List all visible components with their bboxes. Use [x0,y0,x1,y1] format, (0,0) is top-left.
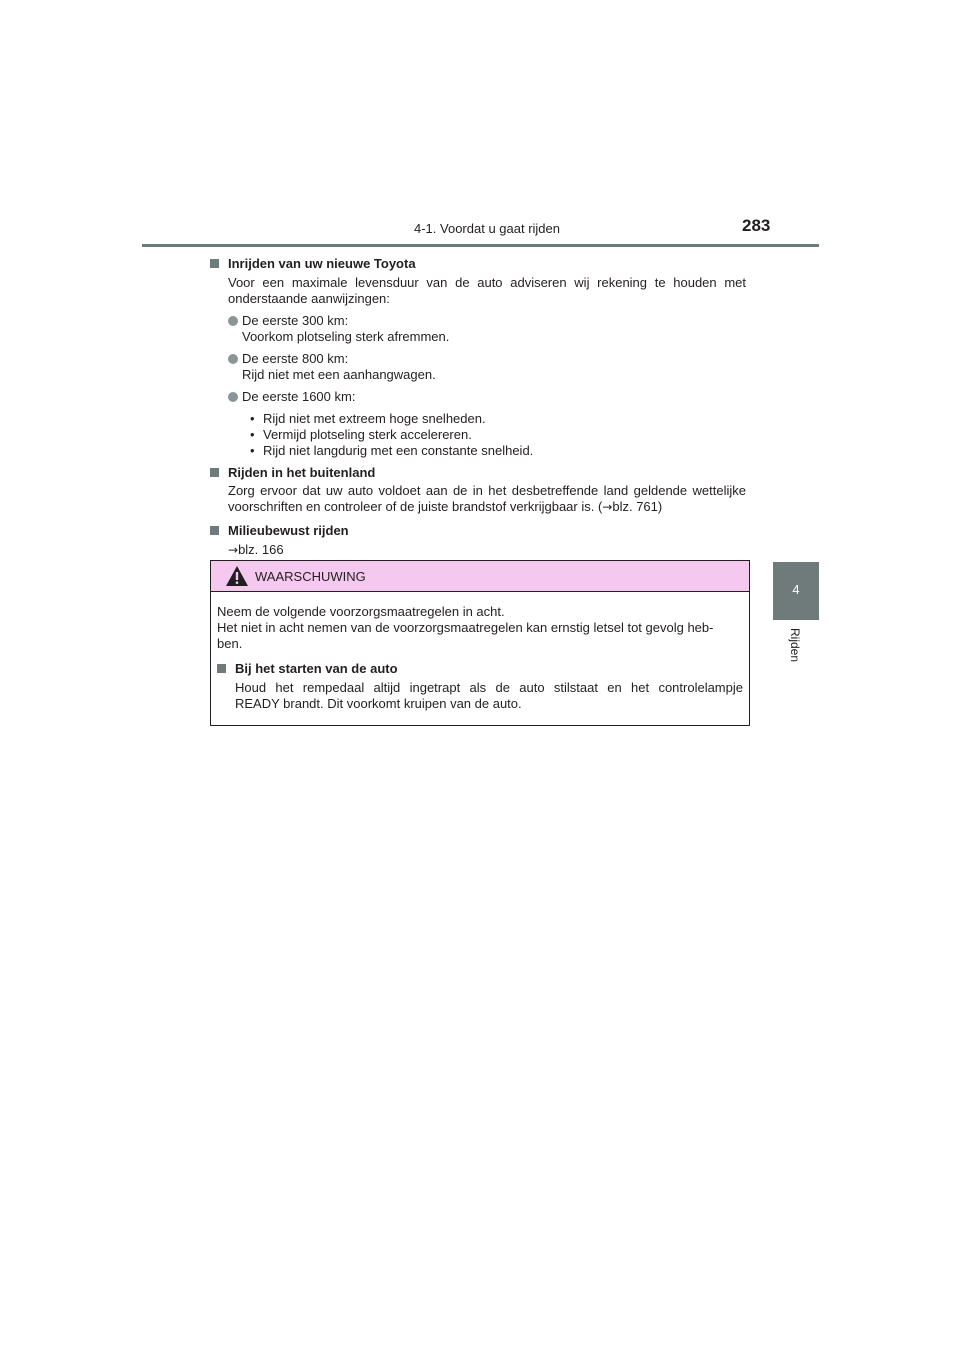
sub-list-item: • Rijd niet met extreem hoge snelheden. [250,411,486,426]
list-item-head: De eerste 1600 km: [242,389,356,404]
warning-body [211,592,749,712]
chapter-tab[interactable] [773,562,819,620]
warning-title: WAARSCHUWING [255,569,366,584]
square-bullet-icon [217,664,226,673]
intro-line: onderstaande aanwijzingen: [228,291,390,306]
section-intro [228,275,746,307]
warning-text: ben. [217,636,243,651]
square-bullet-icon [210,468,219,477]
text-line: voorschriften en controleer of de juiste brandstof verkrijgbaar is. (→blz. 761) [228,499,663,514]
circle-bullet-icon [228,354,238,364]
section-title: Milieubewust rijden [228,523,349,538]
section-eco-driving [210,523,746,558]
section-text [228,542,746,558]
sub-list-item: • Vermijd plotseling sterk accelereren. [250,427,472,442]
list-item-body: Rijd niet met een aanhangwagen. [242,367,436,382]
section-title: Rijden in het buitenland [228,465,376,480]
list-item [228,389,746,405]
warning-text: Het niet in acht nemen van de voorzorgsmaatregelen kan ernstig letsel tot gevolg heb- [217,620,714,635]
page-reference-link[interactable]: blz. 761) [612,499,663,514]
sub-list [210,411,746,459]
chapter-tab-label: Rijden [788,628,802,663]
warning-text: Neem de volgende voorzorgsmaatregelen in acht. [217,604,505,619]
warning-header [211,561,749,592]
intro-line: Voor een maximale levensduur van de auto adviseren wij rekening te houden met [228,275,746,290]
section-heading [210,523,746,539]
sub-list-item: • Rijd niet langdurig met een constante snelheid. [250,443,534,458]
arrow-right-icon: → [228,543,239,557]
list-item-body: Voorkom plotseling sterk afremmen. [242,329,450,344]
text-line: Zorg ervoor dat uw auto voldoet aan de in het desbetreffende land geldende wettelijke [228,483,746,498]
warning-subheading: Bij het starten van de auto [217,661,743,677]
header-section-title: 4-1. Voordat u gaat rijden [414,221,560,236]
square-bullet-icon [210,259,219,268]
list-item-head: De eerste 800 km: [242,351,349,366]
warning-box [210,560,750,726]
square-bullet-icon [210,526,219,535]
list-item [228,351,746,383]
warning-subtext: Houd het rempedaal altijd ingetrapt als de auto stilstaat en het controlelampje READY brandt. Dit voorkomt kruipen van de auto. [235,680,743,711]
page-reference-link[interactable]: blz. 166 [238,542,284,557]
section-text [228,483,746,515]
main-content [210,256,746,558]
section-abroad [210,465,746,515]
section-break-in [210,256,746,459]
chapter-tab-number: 4 [792,582,800,597]
arrow-right-icon: → [602,500,613,514]
section-heading [210,465,746,481]
page-number: 283 [742,216,771,235]
header-divider [142,244,819,247]
section-title: Inrijden van uw nieuwe Toyota [228,256,416,271]
list-item [228,313,746,345]
list-item-head: De eerste 300 km: [242,313,349,328]
warning-triangle-icon [225,565,249,587]
circle-bullet-icon [228,392,238,402]
section-heading [210,256,746,272]
circle-bullet-icon [228,316,238,326]
